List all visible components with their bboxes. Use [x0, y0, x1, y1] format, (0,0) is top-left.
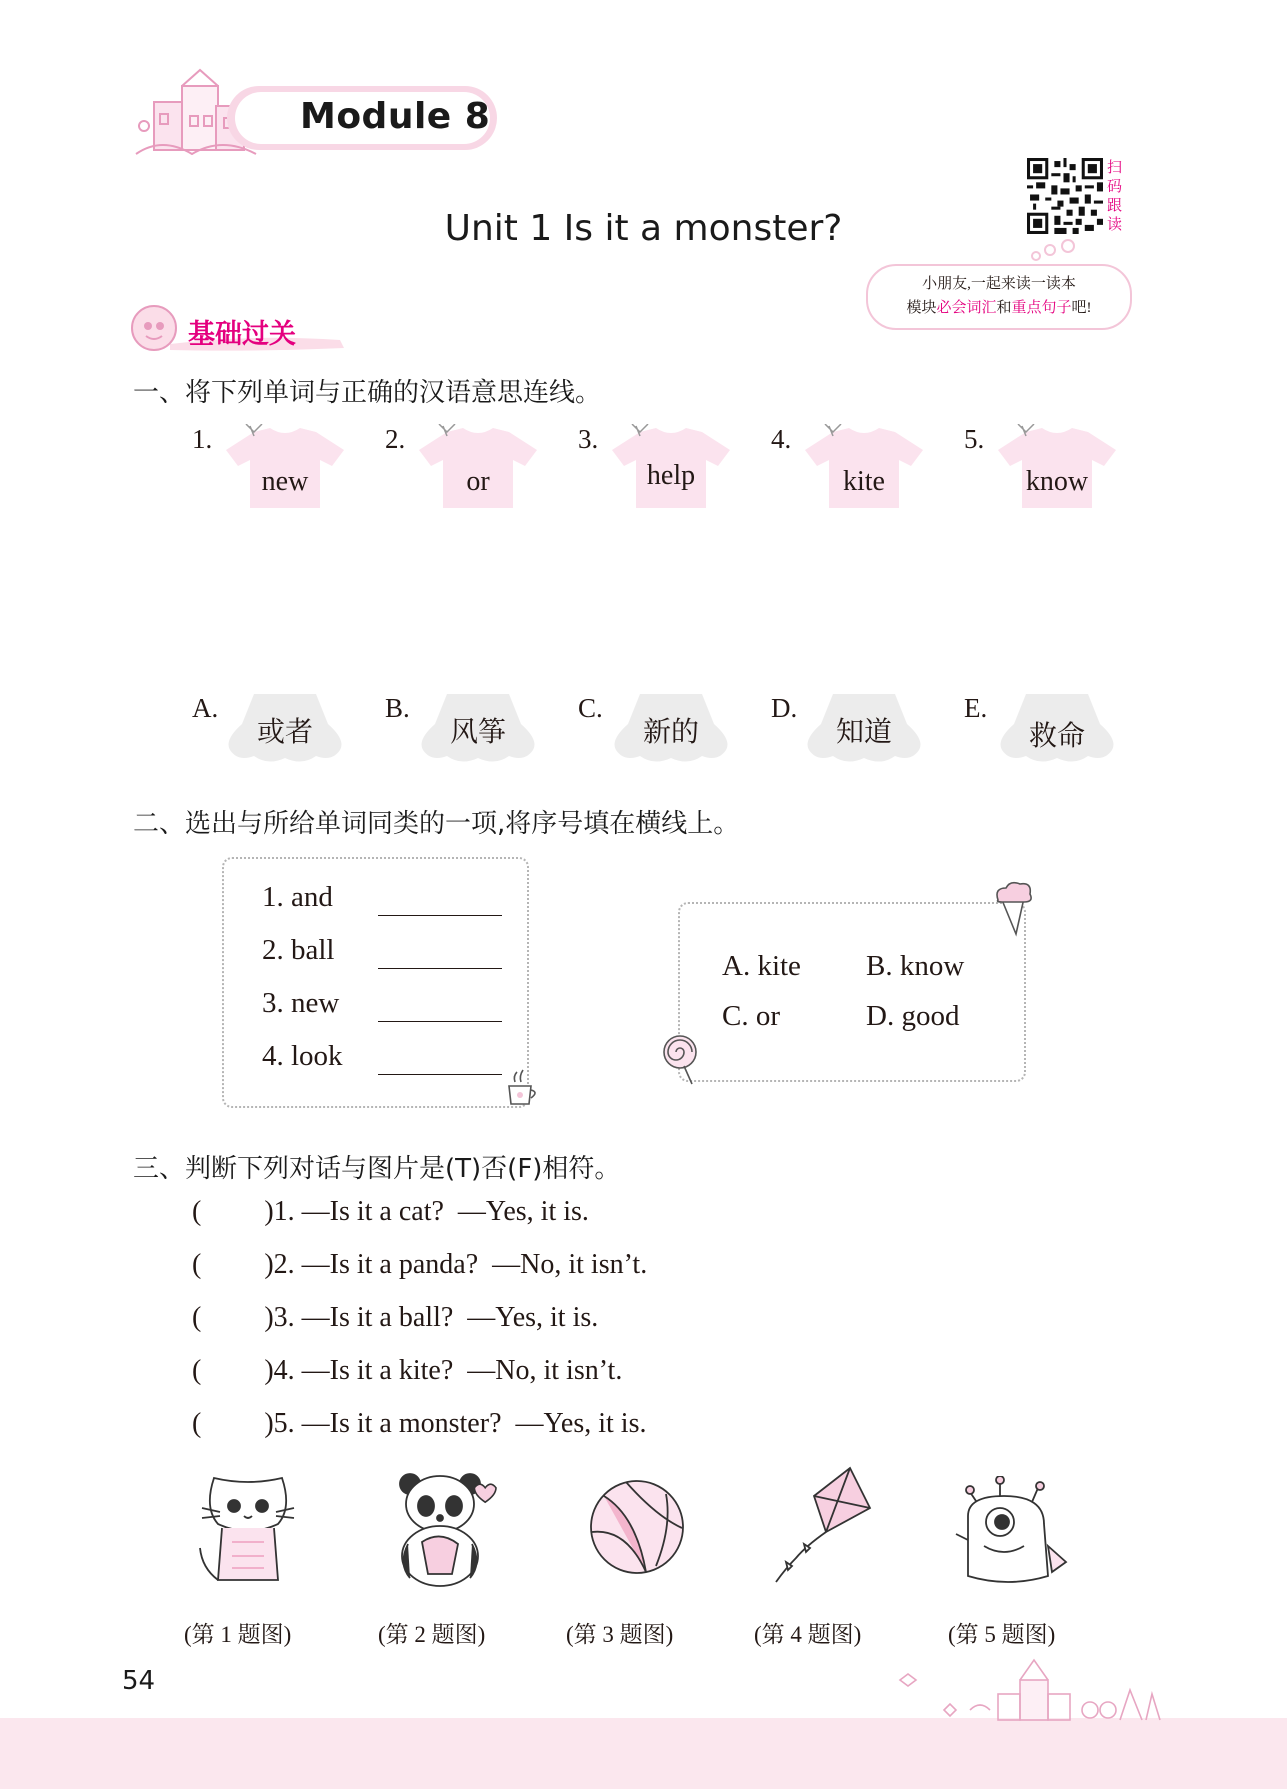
bubble-text: 模块 — [906, 300, 937, 316]
lollipop-icon — [660, 1030, 704, 1088]
footer-band — [0, 1718, 1287, 1789]
ball-illustration-icon — [586, 1476, 688, 1578]
monster-illustration-icon — [948, 1476, 1072, 1592]
module-title: Module 8 — [300, 96, 491, 137]
word-number: 5. — [964, 424, 985, 454]
meaning-skirt-card[interactable] — [610, 690, 732, 768]
q2-option: B. know — [866, 950, 965, 982]
kite-illustration-icon — [766, 1462, 876, 1590]
qr-side-char: 跟 — [1107, 196, 1123, 214]
word-number: 2. — [385, 424, 406, 454]
word-shirt-card[interactable] — [803, 424, 925, 510]
qr-side-text — [1107, 158, 1127, 234]
tf-question: ( )3. —Is it a ball? —Yes, it is. — [192, 1302, 599, 1333]
q2-title: 二、选出与所给单词同类的一项,将序号填在横线上。 — [133, 809, 740, 839]
answer-blank[interactable] — [378, 915, 502, 916]
q3-title: 三、判断下列对话与图片是(T)否(F)相符。 — [133, 1154, 621, 1184]
word-number: 3. — [578, 424, 599, 454]
bubble-dots-icon — [1030, 238, 1080, 262]
tip-bubble — [866, 264, 1132, 330]
q2-items-box — [222, 857, 529, 1108]
chinese-meaning: 新的 — [642, 715, 699, 748]
cat-illustration-icon — [192, 1468, 308, 1590]
qr-side-char: 码 — [1107, 177, 1123, 195]
english-word: kite — [843, 466, 885, 497]
word-shirt-card[interactable] — [610, 424, 732, 510]
answer-blank[interactable] — [378, 968, 502, 969]
tf-question: ( )5. —Is it a monster? —Yes, it is. — [192, 1408, 647, 1439]
meaning-skirt-card[interactable] — [996, 690, 1118, 768]
word-shirt-card[interactable] — [417, 424, 539, 510]
english-word: know — [1025, 466, 1089, 497]
picture-caption: (第 5 题图) — [948, 1622, 1056, 1647]
meaning-skirt-card[interactable] — [224, 690, 346, 768]
tf-question: ( )4. —Is it a kite? —No, it isn’t. — [192, 1355, 623, 1386]
tf-question: ( )1. —Is it a cat? —Yes, it is. — [192, 1196, 589, 1227]
section-badge-title: 基础过关 — [188, 319, 296, 350]
panda-illustration-icon — [388, 1468, 506, 1590]
picture-caption: (第 3 题图) — [566, 1622, 674, 1647]
meaning-skirt-card[interactable] — [417, 690, 539, 768]
word-number: 1. — [192, 424, 213, 454]
page-number: 54 — [122, 1666, 156, 1696]
q2-option: C. or — [722, 1000, 780, 1032]
q2-options-box — [678, 902, 1026, 1082]
answer-blank[interactable] — [378, 1021, 502, 1022]
bubble-line-2 — [868, 296, 1130, 320]
q2-item: 2. ball — [262, 934, 335, 966]
bubble-text: 和 — [996, 300, 1012, 316]
bubble-text: 吧! — [1071, 300, 1092, 316]
unit-title: Unit 1 Is it a monster? — [444, 208, 843, 249]
english-word: help — [646, 460, 696, 491]
picture-caption: (第 1 题图) — [184, 1622, 292, 1647]
module-banner — [132, 82, 504, 156]
word-shirt-card[interactable] — [996, 424, 1118, 510]
meaning-letter: B. — [385, 693, 410, 723]
tf-question: ( )2. —Is it a panda? —No, it isn’t. — [192, 1249, 648, 1280]
chinese-meaning: 风筝 — [449, 715, 506, 748]
meaning-letter: D. — [771, 693, 798, 723]
qr-code-icon[interactable] — [1027, 158, 1103, 234]
teacup-icon — [503, 1066, 545, 1110]
chinese-meaning: 救命 — [1028, 719, 1085, 752]
q2-option: A. kite — [722, 950, 801, 982]
english-word: or — [466, 466, 490, 497]
answer-blank[interactable] — [378, 1074, 502, 1075]
q2-item: 4. look — [262, 1040, 343, 1072]
bubble-highlight: 重点句子 — [1011, 300, 1072, 316]
chinese-meaning: 或者 — [256, 715, 313, 748]
word-shirt-card[interactable] — [224, 424, 346, 510]
bubble-highlight: 必会词汇 — [936, 300, 997, 316]
q2-item: 1. and — [262, 881, 333, 913]
bubble-line-1: 小朋友,一起来读一读本 — [922, 276, 1076, 292]
q2-item: 3. new — [262, 987, 340, 1019]
meaning-letter: A. — [192, 693, 219, 723]
picture-caption: (第 2 题图) — [378, 1622, 486, 1647]
meaning-letter: C. — [578, 693, 603, 723]
word-number: 4. — [771, 424, 792, 454]
qr-side-char: 读 — [1107, 215, 1123, 233]
chinese-meaning: 知道 — [835, 715, 892, 748]
qr-side-char: 扫 — [1107, 158, 1123, 176]
footer-castle-icon — [880, 1650, 1170, 1722]
ice-cream-icon — [992, 880, 1038, 938]
q1-title: 一、将下列单词与正确的汉语意思连线。 — [133, 378, 602, 408]
meaning-letter: E. — [964, 693, 988, 723]
picture-caption: (第 4 题图) — [754, 1622, 862, 1647]
section-badge — [130, 304, 350, 352]
meaning-skirt-card[interactable] — [803, 690, 925, 768]
english-word: new — [261, 466, 309, 497]
q2-option: D. good — [866, 1000, 960, 1032]
